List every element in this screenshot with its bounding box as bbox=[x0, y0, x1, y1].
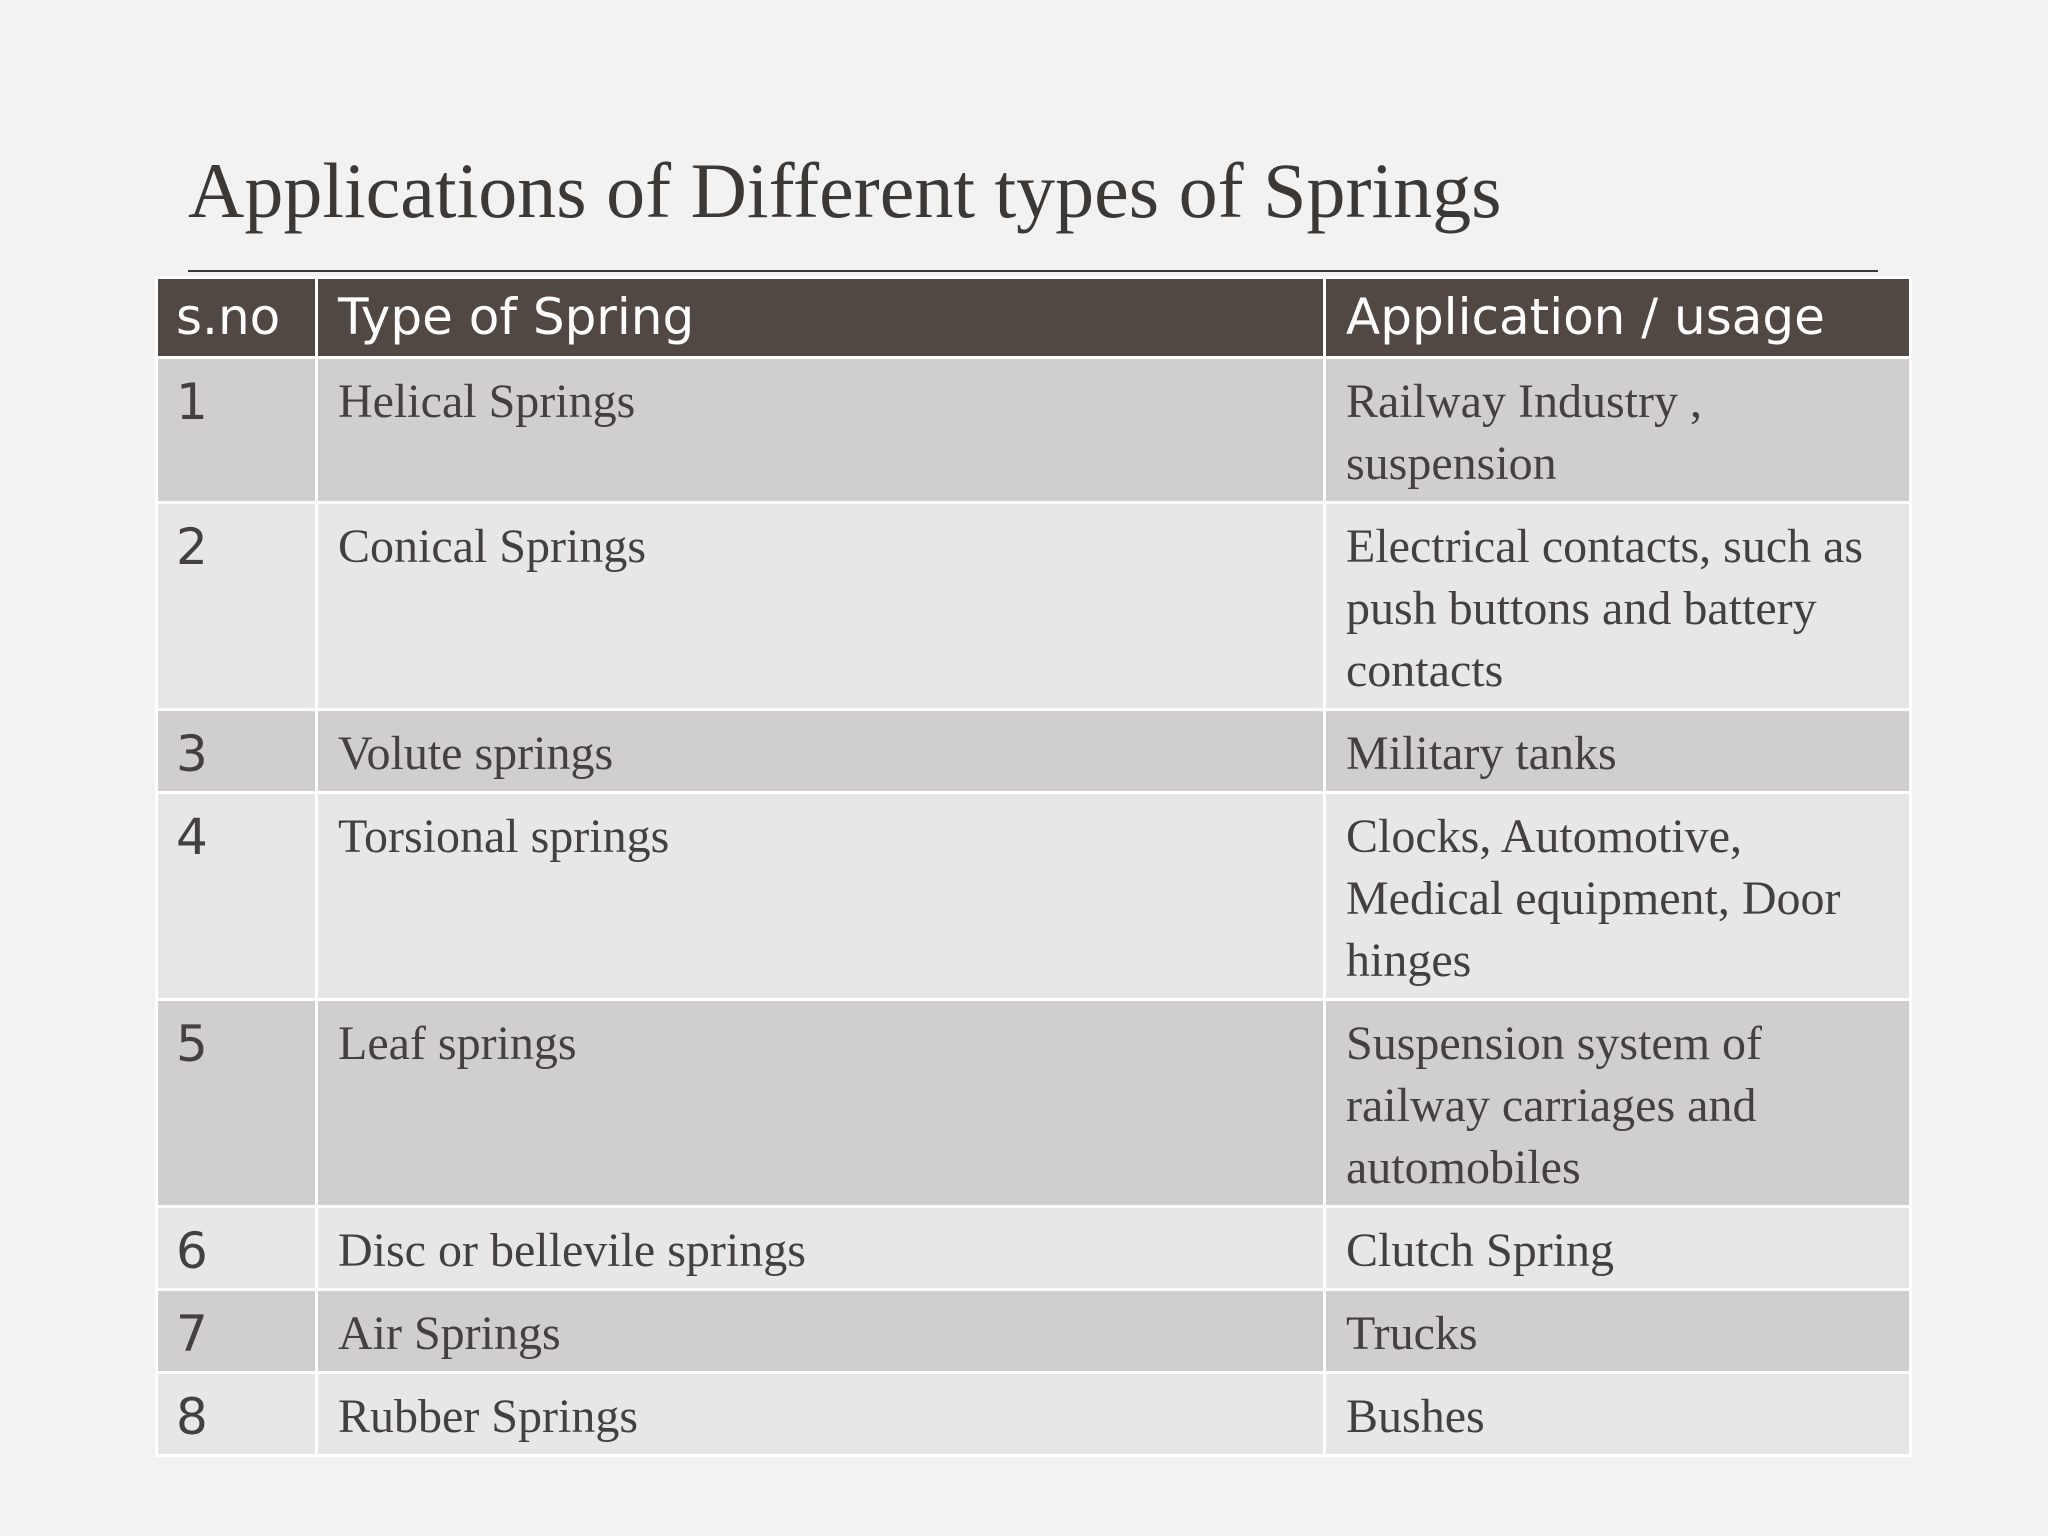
cell-sno: 4 bbox=[157, 793, 317, 1000]
cell-sno: 1 bbox=[157, 358, 317, 503]
cell-type: Conical Springs bbox=[317, 503, 1325, 710]
table-body bbox=[157, 358, 1911, 1456]
cell-type: Volute springs bbox=[317, 710, 1325, 793]
table-row bbox=[157, 358, 1911, 503]
cell-type: Disc or bellevile springs bbox=[317, 1207, 1325, 1290]
table-row bbox=[157, 793, 1911, 1000]
cell-sno: 7 bbox=[157, 1290, 317, 1373]
springs-table bbox=[155, 276, 1912, 1457]
title-divider bbox=[188, 270, 1878, 272]
cell-application: Clutch Spring bbox=[1325, 1207, 1911, 1290]
cell-sno: 3 bbox=[157, 710, 317, 793]
cell-application: Clocks, Automotive, Medical equipment, Door hinges bbox=[1325, 793, 1911, 1000]
table-row bbox=[157, 1000, 1911, 1207]
cell-sno: 8 bbox=[157, 1373, 317, 1456]
cell-application: Railway Industry , suspension bbox=[1325, 358, 1911, 503]
cell-application: Trucks bbox=[1325, 1290, 1911, 1373]
table-header bbox=[157, 278, 1911, 358]
cell-type: Rubber Springs bbox=[317, 1373, 1325, 1456]
cell-sno: 5 bbox=[157, 1000, 317, 1207]
cell-sno: 6 bbox=[157, 1207, 317, 1290]
table-row bbox=[157, 1207, 1911, 1290]
table-row bbox=[157, 1290, 1911, 1373]
cell-application: Bushes bbox=[1325, 1373, 1911, 1456]
header-sno: s.no bbox=[157, 278, 317, 358]
slide-title: Applications of Different types of Springs bbox=[188, 147, 1502, 234]
cell-type: Leaf springs bbox=[317, 1000, 1325, 1207]
cell-application: Electrical contacts, such as push buttons and battery contacts bbox=[1325, 503, 1911, 710]
cell-type: Helical Springs bbox=[317, 358, 1325, 503]
header-row bbox=[157, 278, 1911, 358]
cell-application: Suspension system of railway carriages and automobiles bbox=[1325, 1000, 1911, 1207]
table-row bbox=[157, 503, 1911, 710]
cell-type: Air Springs bbox=[317, 1290, 1325, 1373]
header-type: Type of Spring bbox=[317, 278, 1325, 358]
cell-sno: 2 bbox=[157, 503, 317, 710]
cell-application: Military tanks bbox=[1325, 710, 1911, 793]
header-application: Application / usage bbox=[1325, 278, 1911, 358]
cell-type: Torsional springs bbox=[317, 793, 1325, 1000]
table-row bbox=[157, 710, 1911, 793]
table-row bbox=[157, 1373, 1911, 1456]
